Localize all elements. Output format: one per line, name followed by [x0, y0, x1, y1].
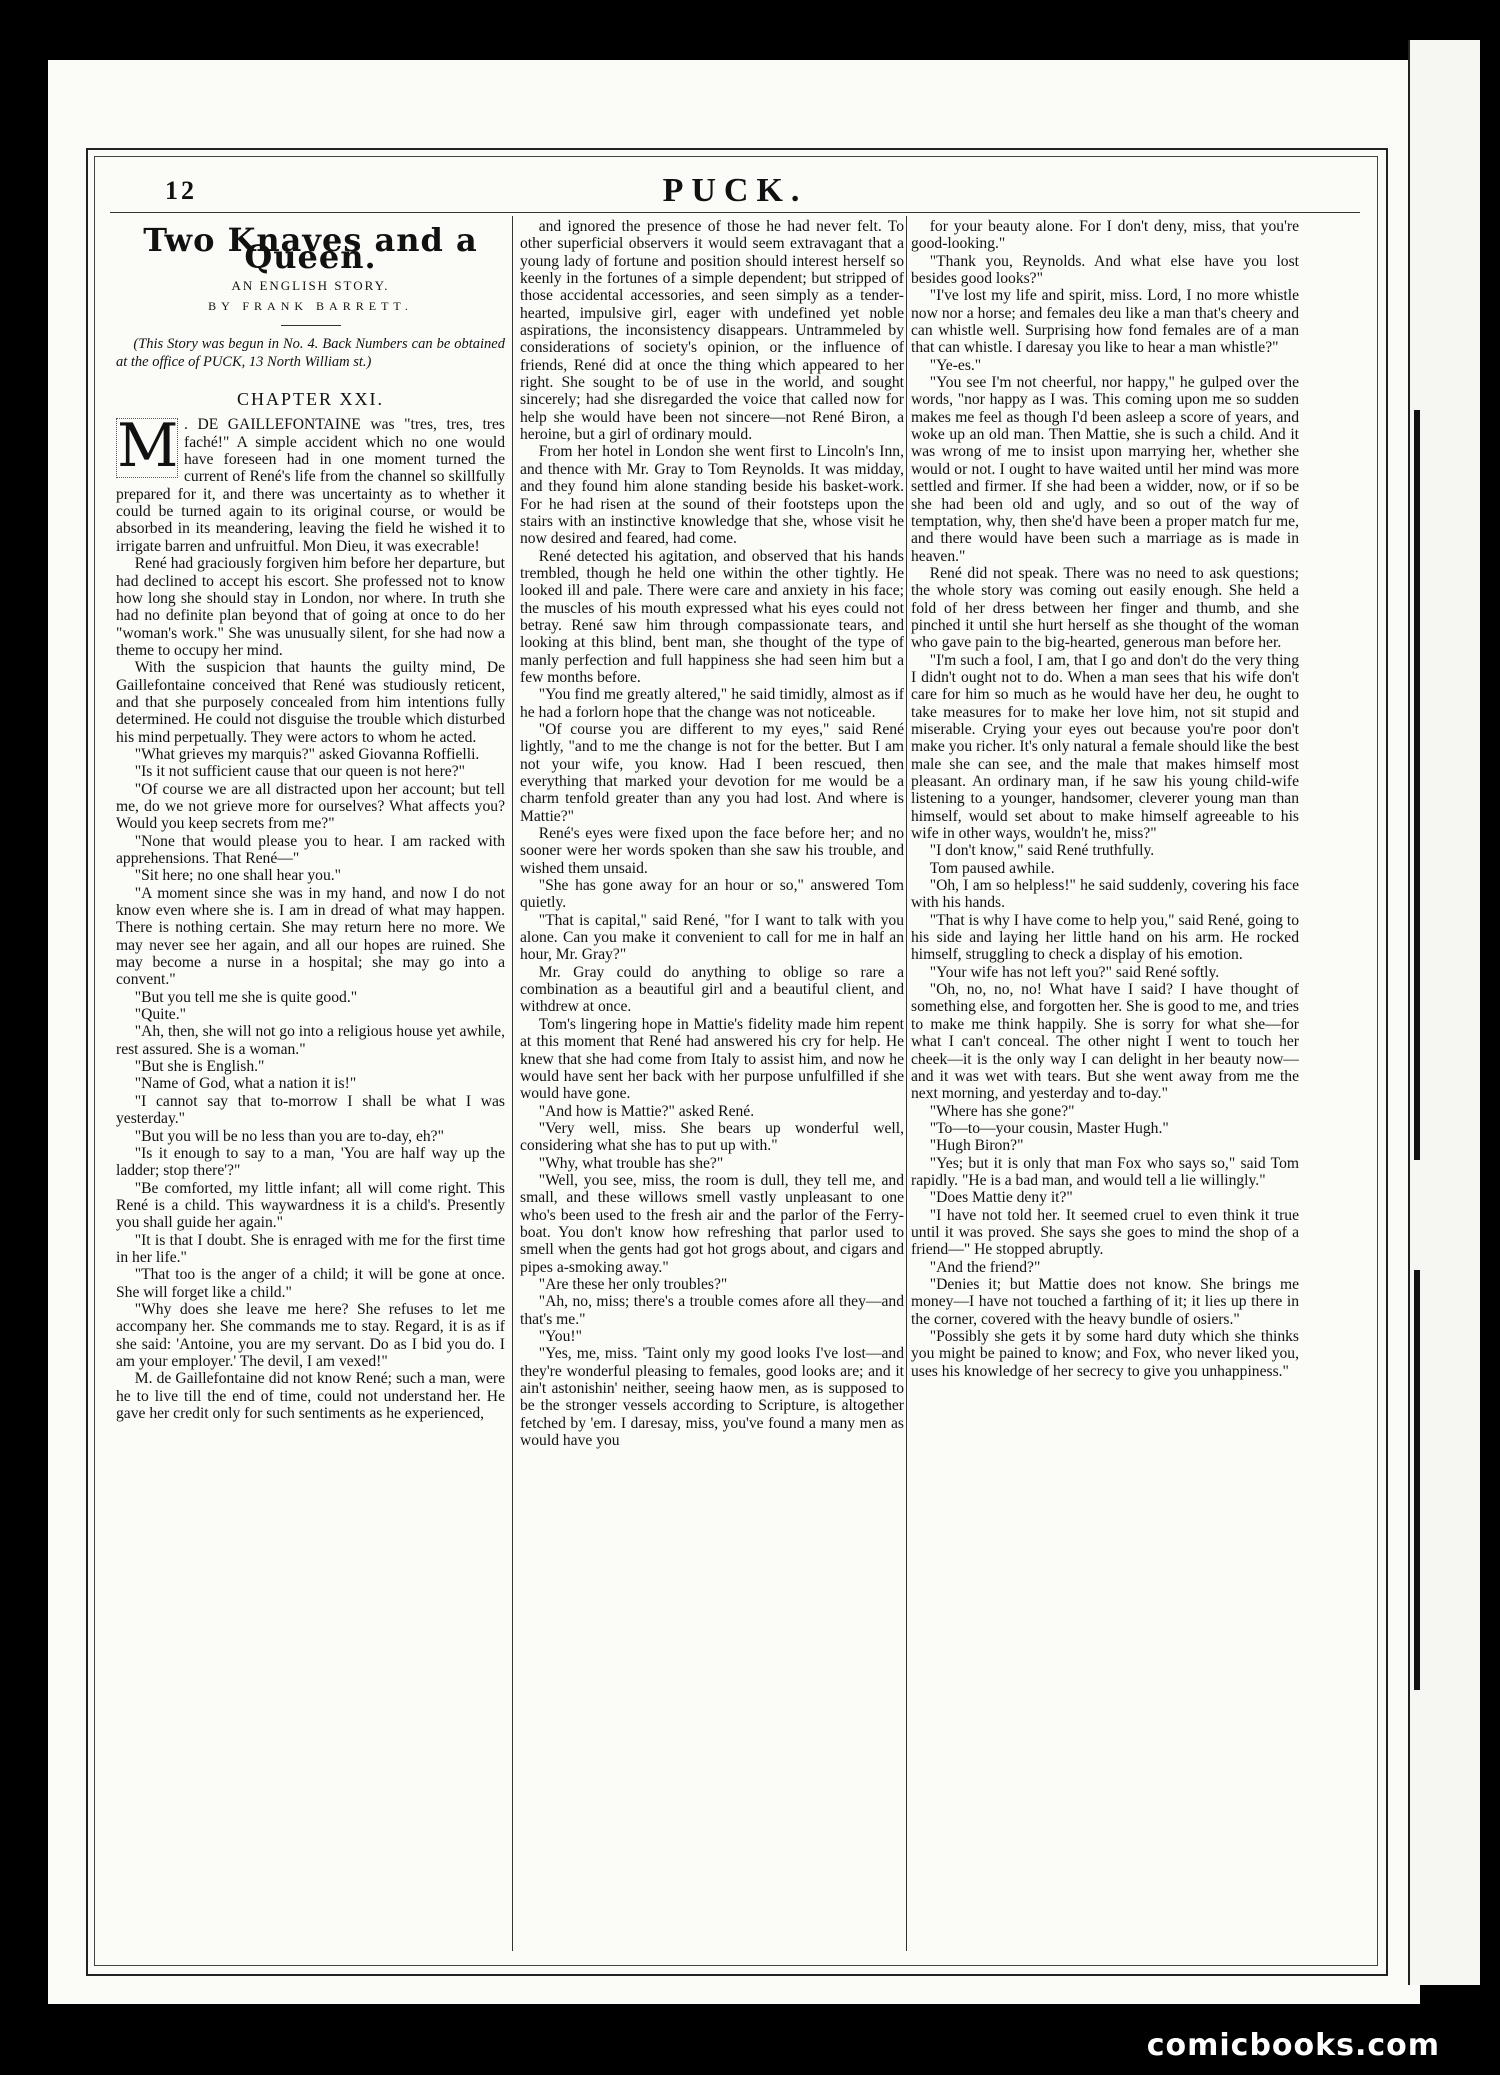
paragraph: for your beauty alone. For I don't deny, miss, that you're good-looking." — [911, 218, 1299, 253]
story-title: Two Knaves and a Queen. — [143, 221, 478, 277]
drop-cap: M — [117, 411, 179, 482]
paragraph: René detected his agitation, and observed that his hands trembled, though he held one within the other tightly. He looked ill and pale. There were care and anxiety in his face; the muscles of his mouth expressed what his eyes could not betray. René saw him through compassionate tears, and looking at this blind, bent man, she thought of the type of manly perfection and full happiness she had seen him but a few months before. — [520, 547, 904, 686]
paragraph: "To—to—your cousin, Master Hugh." — [929, 1119, 1169, 1137]
paragraph: "Of course you are different to my eyes," said René lightly, "and to me the change is not for the better. But I am not your wife, you know. Had I been rescued, then everything that marked your devotion for me would be a charm tenfold greater than any you had lost. And where is Mattie?" — [520, 720, 904, 825]
paragraph: M. de Gaillefontaine did not know René; such a man, were he to live till the end of time, could not understand her. He gave her credit only for such sentiments as he experienced, — [116, 1370, 505, 1422]
binding-mark — [1414, 1270, 1420, 1690]
paragraph: "Of course we are all distracted upon her account; but tell me, do we not grieve more for ourselves? What affects you? Would you keep secrets from me?" — [116, 780, 505, 833]
paragraph: With the suspicion that haunts the guilty mind, De Gaillefontaine conceived that René was studiously reticent, and that she purposely concealed from him intentions fully determined. He could not disguise the trouble which disturbed his mind perpetually. They were actors to whom he acted. — [116, 659, 505, 746]
paragraph: From her hotel in London she went first to Lincoln's Inn, and thence with Mr. Gray to Tom Reynolds. It was midday, and they found him alone standing beside his basket-work. For he had risen at the sound of their footsteps upon the stairs with an instinctive knowledge that she, whose visit he now desired and feared, had come. — [520, 443, 904, 548]
paragraph: Tom's lingering hope in Mattie's fidelity made him repent at this moment that René had answered his cry for help. He knew that she had come from Italy to assist him, and now he would have sent her back with her purpose unfulfilled if she would have gone. — [520, 1015, 904, 1103]
paragraph: "Why does she leave me here? She refuses to let me accompany her. She commands me to stay. Regard, it is as if she said: 'Antoine, you are my servant. Do as I bid you do. I am your employer.' The devil, I am vexed!" — [116, 1300, 505, 1370]
paragraph: "But you tell me she is quite good." — [134, 988, 358, 1006]
paragraph: "Thank you, Reynolds. And what else have you lost besides good looks?" — [911, 252, 1299, 288]
paragraph: "What grieves my marquis?" asked Giovanna Roffielli. — [134, 745, 480, 763]
paragraph: "That is why I have come to help you," said René, going to his side and laying her little hand on his arm. He rocked himself, struggling to check a display of his emotion. — [911, 911, 1299, 964]
paragraph: "I cannot say that to-morrow I shall be what I was yesterday." — [116, 1092, 505, 1128]
paragraph: "But you will be no less than you are to-day, eh?" — [134, 1127, 444, 1145]
paragraph: "Hugh Biron?" — [929, 1137, 1024, 1155]
paragraph: Mr. Gray could do anything to oblige so rare a combination as a beautiful girl and a beautiful client, and withdrew at once. — [520, 963, 904, 1016]
paragraph: "Yes, me, miss. 'Taint only my good looks I've lost—and they're wonderful pleasing to females, good looks are; and it ain't astonishin' neither, seeing haow men, as is supposed to be the stronger vessels according to Scripture, is altogether fetched by 'em. I daresay, miss, you've found a many men as would have you — [520, 1345, 904, 1450]
paragraph: René had graciously forgiven him before her departure, but had declined to accept his escort. She professed not to know how long she should stay in London, nor where. In truth she had no definite plan beyond that of going at once to do her "woman's work." She was unusually silent, for she had now a theme to occupy her mind. — [116, 555, 505, 659]
adjacent-page-edge — [1408, 40, 1480, 1985]
paragraph: "That is capital," said René, "for I want to talk with you alone. Can you make it convenient to call for me in half an hour, Mr. Gray?" — [520, 911, 904, 964]
paragraph: "Ah, then, she will not go into a religious house yet awhile, rest assured. She is a woman." — [116, 1023, 505, 1058]
paragraph: "I've lost my life and spirit, miss. Lord, I no more whistle now nor a horse; and females deu like a man that's cheery and can whistle well. Surprising how fond females are of a man that can whistle. I daresay you like to hear a man whistle?" — [911, 287, 1299, 357]
paragraph: "And how is Mattie?" asked René. — [538, 1102, 755, 1120]
paragraph: "Does Mattie deny it?" — [929, 1189, 1073, 1207]
paragraph: "But she is English." — [134, 1058, 265, 1076]
column-divider — [906, 216, 907, 1951]
paragraph: "Denies it; but Mattie does not know. She brings me money—I have not touched a farthing of it; it lies up there in the corner, covered with the heavy bundle of osiers." — [911, 1275, 1299, 1328]
paragraph: "None that would please you to hear. I am racked with apprehensions. That René—" — [116, 832, 505, 867]
paragraph: "Your wife has not left you?" said René softly. — [929, 963, 1220, 981]
paragraph: "A moment since she was in my hand, and now I do not know even where she is. I am in dread of what may happen. There is nothing certain. She may return here no more. We may never see her again, and all our hopes are ruined. She may become a nurse in a hospital; she may go into a convent." — [116, 884, 505, 989]
paragraph: "You find me greatly altered," he said timidly, almost as if he had a forlorn hope that the change was not noticeable. — [520, 686, 904, 721]
title-rule — [281, 325, 341, 326]
paragraph: "And the friend?" — [929, 1258, 1041, 1276]
paragraph: René did not speak. There was no need to ask questions; the whole story was coming out easily enough. She held a fold of her dress between her finger and thumb, and she pinched it until she hurt herself as she thought of the woman who gave pain to the big-hearted, generous man before her. — [911, 564, 1299, 652]
masthead-title: PUCK. — [662, 172, 808, 209]
paragraph: "Be comforted, my little infant; all will come right. This René is a child. This waywardness it is a child's. Presently you shall guide her again." — [116, 1179, 505, 1232]
column-3-body — [911, 218, 1299, 1380]
page-header — [110, 172, 1360, 212]
page-number: 12 — [165, 176, 197, 205]
chapter-heading: CHAPTER XXI. — [236, 389, 384, 410]
paragraph: "Sit here; no one shall hear you." — [134, 867, 342, 885]
paragraph: "Is it not sufficient cause that our queen is not here?" — [134, 763, 466, 781]
paragraph: "Oh, I am so helpless!" he said suddenly, covering his face with his hands. — [911, 877, 1299, 912]
text-column-2 — [520, 218, 904, 1948]
paragraph-text: . DE GAILLEFONTAINE was "tres, tres, tres faché!" A simple accident which no one would have foreseen had in one moment turned the current of René's life from the channel so skillfully prepared for it, and there was uncertainty as to whether it could be turned again to its original course, or would be absorbed in its meandering, leaving the field he wished it to irrigate barren and unfruitful. Mon Dieu, it was execrable! — [116, 416, 505, 555]
paragraph: René's eyes were fixed upon the face before her; and no sooner were her words spoken than she saw his trouble, and wished them unsaid. — [520, 825, 904, 877]
paragraph: "Where has she gone?" — [929, 1102, 1075, 1120]
paragraph: "You see I'm not cheerful, nor happy," he gulped over the words, "nor happy as I was. This coming upon me so sudden makes me feel as though I'd been asleep a score of years, and woke up an old man. Then Mattie, she is such a child. And it was wrong of me to insist upon marrying her, whether she would or not. I ought to have waited until her mind was more settled and firmer. If she had been a widder, now, or if so be she had been old and ugly, and so out of the way of temptation, why, then she'd have been a proper match fur me, and there would have been such a marriage as is made in heaven." — [911, 374, 1299, 565]
paragraph: and ignored the presence of those he had never felt. To other superficial observers it would seem extravagant that a young lady of fortune and position should interest herself so keenly in the fortunes of a simple dependent; but stripped of those accidental accessories, and seen simply as a tender-hearted, impulsive girl, eager with undefined yet noble aspirations, the inconsistency disappears. Untrammeled by considerations of society's opinion, or the influence of friends, René did at once the thing which appeared to her right. She sought to be of use in the world, and sought sincerely; had she disregarded the voice that called now for help she would have been not sincere—not René Biron, a heroine, but a girl of ordinary mould. — [520, 218, 904, 444]
binding-mark — [1414, 410, 1420, 1160]
paragraph: "Are these her only troubles?" — [538, 1275, 728, 1293]
paragraph: "I don't know," said René truthfully. — [929, 842, 1155, 860]
paragraph: "That too is the anger of a child; it will be gone at once. She will forget like a child." — [116, 1266, 505, 1301]
paragraph: "You!" — [538, 1328, 582, 1345]
paragraph: "I have not told her. It seemed cruel to even think it true until it was proved. She says she goes to mind the shop of a friend—" He stopped abruptly. — [911, 1206, 1299, 1259]
paragraph: "Ah, no, miss; there's a trouble comes afore all they—and that's me." — [520, 1293, 904, 1328]
story-subtitle: AN ENGLISH STORY. — [231, 277, 390, 293]
paragraph: Tom paused awhile. — [929, 859, 1055, 877]
paragraph: "Why, what trouble has she?" — [538, 1154, 724, 1172]
paragraph: "Very well, miss. She bears up wonderful well, considering what she has to put up with." — [520, 1119, 904, 1155]
column-1-body — [116, 411, 505, 1422]
story-byline: BY FRANK BARRETT. — [208, 299, 413, 314]
header-rule — [110, 212, 1360, 213]
paragraph: "Well, you see, miss, the room is dull, they tell me, and small, and these willows smell vastly unpleasant to one who's been used to the fresh air and the parlor of the Ferry-boat. You don't know how refreshing that parlor used to smell when the gents had got hot grogs about, and cigars and pipes a-smoking away." — [520, 1171, 904, 1276]
text-column-3 — [911, 218, 1299, 1948]
paragraph: "Name of God, what a nation it is!" — [134, 1075, 357, 1093]
column-divider — [512, 216, 513, 1951]
paragraph — [116, 411, 505, 555]
paragraph: "She has gone away for an hour or so," answered Tom quietly. — [520, 877, 904, 912]
paragraph: "It is that I doubt. She is enraged with me for the first time in her life." — [116, 1231, 505, 1266]
paragraph: "Oh, no, no, no! What have I said? I have thought of something else, and forgotten her. She is good to me, and tries to make me think happily. She is sorry for what she—for what I can't conceal. The other night I went to touch her cheek—it is the only way I can delight in her beauty now—and it was wet with tears. But she went away from me the next morning, and yesterday and to-day." — [911, 981, 1299, 1103]
paragraph: "Is it enough to say to a man, 'You are half way up the ladder; stop there'?" — [116, 1144, 505, 1180]
paragraph: "Quite." — [134, 1006, 186, 1024]
paragraph: "Yes; but it is only that man Fox who says so," said Tom rapidly. "He is a bad man, and would tell a lie willingly." — [911, 1154, 1299, 1189]
paragraph: "I'm such a fool, I am, that I go and don't do the very thing I didn't ought not to do. When a man sees that his wife don't care for him so much as he would have her deu, he ought to take measures for to make her love him, not sit stupid and miserable. Crying your eyes out because you're poor don't make you richer. It's only natural a female should like the best male she can see, and the male that makes himself most pleasant. An ordinary man, if he saw his young child-wife listening to a younger, handsomer, cleverer young man than himself, would set about to make himself agreeable to his wife in other ways, wouldn't he, miss?" — [911, 651, 1299, 843]
paragraph: "Possibly she gets it by some hard duty which she thinks you might be pained to know; and Fox, who never liked you, uses his knowledge of her secrecy to give you unhappiness." — [911, 1328, 1299, 1380]
column-2-body — [520, 218, 904, 1449]
back-numbers-note: (This Story was begun in No. 4. Back Numbers can be obtained at the office of PUCK, 13 North William st.) — [116, 336, 505, 370]
paragraph: "Ye-es." — [929, 356, 982, 374]
text-column-1 — [116, 218, 505, 1948]
watermark: comicbooks.com — [1146, 2028, 1440, 2063]
